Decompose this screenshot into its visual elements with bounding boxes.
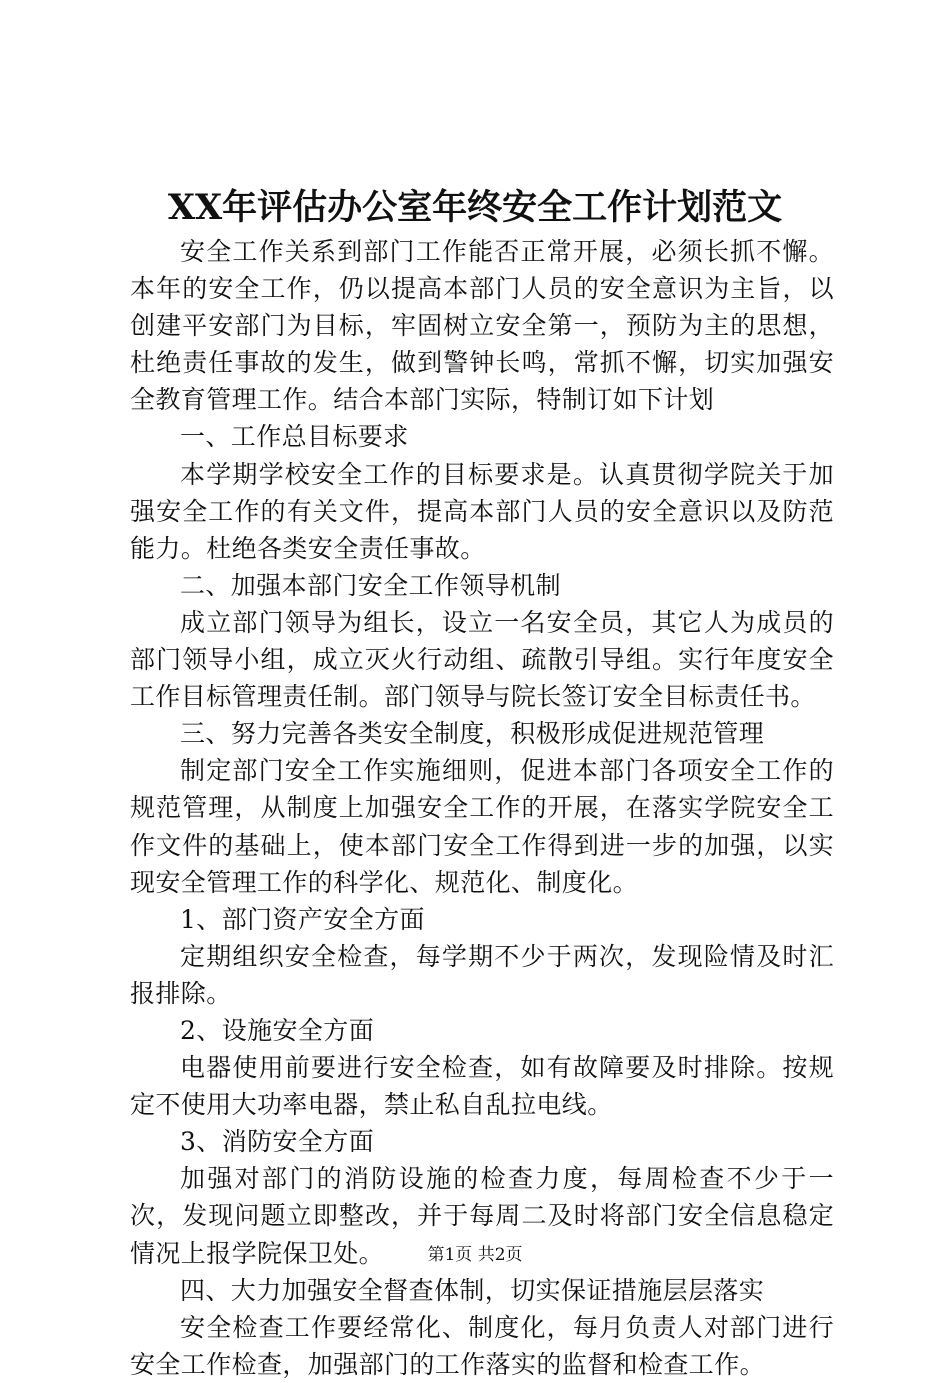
section-heading: 一、工作总目标要求 <box>180 422 409 452</box>
body-paragraph: 安全检查工作要经常化、制度化，每月负责人对部门进行安全工作检查，加强部门的工作落实的监督和检查工作。 <box>130 1312 834 1379</box>
body-paragraph: 电器使用前要进行安全检查，如有故障要及时排除。按规定不使用大功率电器，禁止私自乱拉电线。 <box>130 1053 834 1120</box>
body-paragraph: 安全工作关系到部门工作能否正常开展，必须长抓不懈。本年的安全工作，仍以提高本部门人员的安全意识为主旨，以创建平安部门为目标，牢固树立安全第一，预防为主的思想，杜绝责任事故的发生，做到警钟长鸣，常抓不懈，切实加强安全教育管理工作。结合本部门实际，特制订如下计划 <box>130 237 834 415</box>
document-title: XX年评估办公室年终安全工作计划范文 <box>167 187 783 228</box>
body-paragraph: 定期组织安全检查，每学期不少于两次，发现险情及时汇报排除。 <box>130 941 834 1008</box>
body-paragraph: 成立部门领导为组长，设立一名安全员，其它人为成员的部门领导小组，成立灭火行动组、疏散引导组。实行年度安全工作目标管理责任制。部门领导与院长签订安全目标责任书。 <box>130 607 834 712</box>
section-heading: 三、努力完善各类安全制度，积极形成促进规范管理 <box>180 719 765 749</box>
body-paragraph: 制定部门安全工作实施细则，促进本部门各项安全工作的规范管理，从制度上加强安全工作的开展，在落实学院安全工作文件的基础上，使本部门安全工作得到进一步的加强，以实现安全管理工作的科学化、规范化、制度化。 <box>130 756 834 897</box>
section-heading: 二、加强本部门安全工作领导机制 <box>180 570 562 600</box>
section-heading: 四、大力加强安全督查体制，切实保证措施层层落实 <box>180 1275 765 1305</box>
body-paragraph: 加强对部门的消防设施的检查力度，每周检查不少于一次，发现问题立即整改，并于每周二及时将部门安全信息稳定情况上报学院保卫处。 <box>130 1164 834 1268</box>
body-paragraph: 本学期学校安全工作的目标要求是。认真贯彻学院关于加强安全工作的有关文件，提高本部门人员的安全意识以及防范能力。杜绝各类安全责任事故。 <box>130 459 834 563</box>
subsection-heading: 2、设施安全方面 <box>180 1015 375 1045</box>
page-footer: 第1页 共2页 <box>427 1245 523 1265</box>
subsection-heading: 3、消防安全方面 <box>180 1127 375 1157</box>
subsection-heading: 1、部门资产安全方面 <box>180 904 425 934</box>
document-body <box>130 233 834 1383</box>
